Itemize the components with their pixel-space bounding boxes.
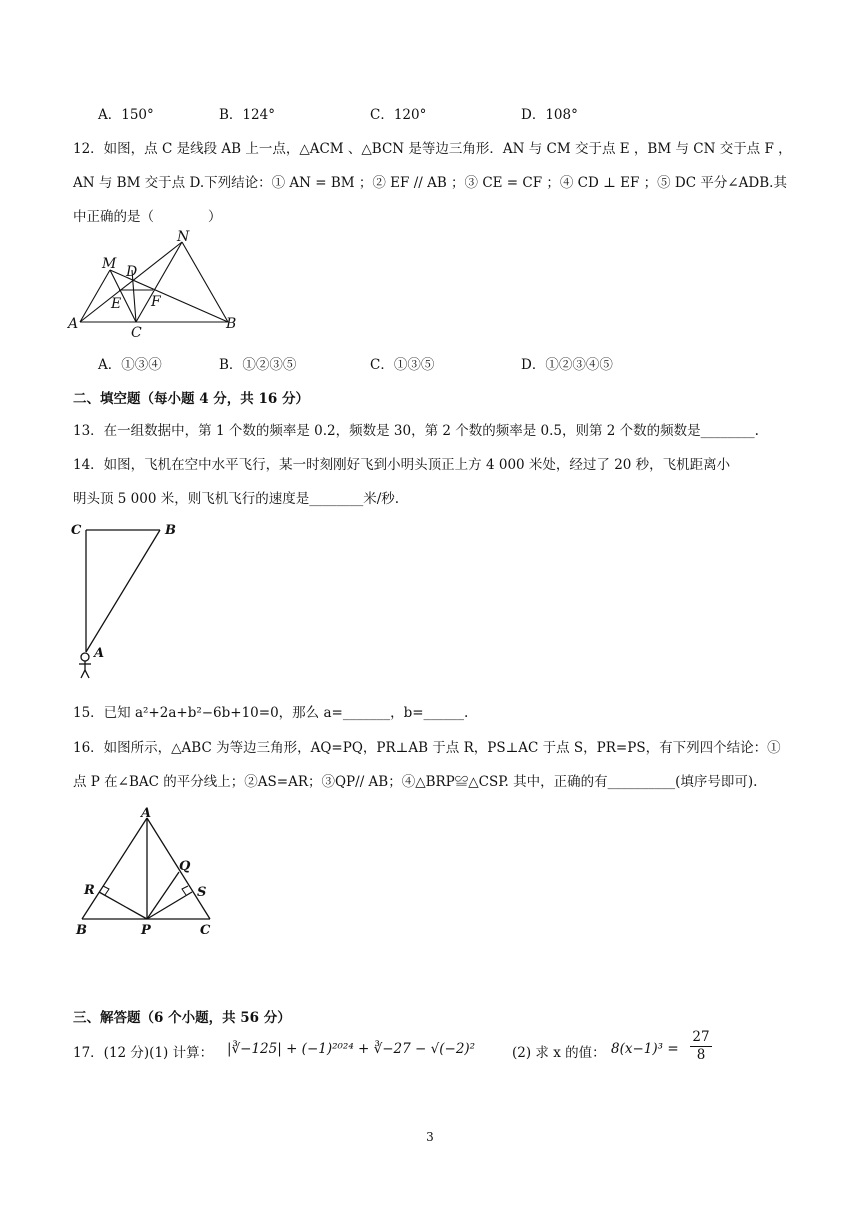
q14-figure: [68, 518, 188, 688]
q17-fraction-denominator: 8: [696, 1047, 706, 1063]
q16-label-b: B: [76, 923, 87, 938]
q14-text-line1: 14．如图，飞机在空中水平飞行，某一时刻刚好飞到小明头顶正上方 4 000 米处，经过了 20 秒，飞机距离小: [73, 457, 731, 473]
q16-segment-ab: [82, 818, 147, 919]
q12-text-line2: AN 与 BM 交于点 D.下列结论：① AN = BM ；② EF // AB ；③ CE = CF ；④ CD ⊥ EF ；⑤ DC 平分∠ADB.其: [73, 175, 787, 191]
q17-fraction-numerator: 27: [692, 1029, 710, 1045]
q12-option-a: A．①③④: [98, 357, 162, 373]
q14-label-c: C: [71, 523, 82, 538]
q15-text: 15．已知 a²+2a+b²−6b+10=0，那么 a=_______，b=______.: [73, 705, 469, 721]
q12-label-m: M: [102, 256, 117, 272]
q12-segment-an: [80, 242, 182, 322]
q16-right-angle-r: [103, 886, 109, 895]
q12-label-d: D: [126, 264, 138, 280]
q14-label-b: B: [165, 523, 176, 538]
q14-text-line2: 明头顶 5 000 米，则飞机飞行的速度是________米/秒.: [73, 491, 400, 507]
q16-label-c: C: [200, 923, 211, 938]
q12-label-n: N: [177, 229, 190, 245]
q12-segment-cn: [136, 242, 182, 322]
section2-title: 二、填空题（每小题 4 分，共 16 分）: [73, 391, 309, 407]
q16-segment-pq: [147, 872, 179, 919]
q12-text-line1: 12．如图，点 C 是线段 AB 上一点，△ACM 、△BCN 是等边三角形．AN 与 CM 交于点 E ，BM 与 CN 交于点 F ，: [73, 141, 792, 157]
q16-label-s: S: [197, 885, 207, 900]
q16-label-p: P: [141, 923, 151, 938]
q12-text-line3: 中正确的是（ ）: [73, 209, 222, 225]
section3-title: 三、解答题（6 个小题，共 56 分）: [73, 1010, 291, 1026]
q11-option-a: A．150°: [98, 107, 154, 123]
q12-label-e: E: [111, 296, 122, 312]
q16-text-line1: 16．如图所示，△ABC 为等边三角形，AQ=PQ，PR⊥AB 于点 R，PS⊥AC 于点 S，PR=PS，有下列四个结论：①: [73, 740, 781, 756]
q12-label-a: A: [68, 316, 79, 332]
q16-label-q: Q: [179, 859, 191, 874]
person-head-icon: [81, 653, 89, 661]
q16-label-a: A: [141, 806, 152, 821]
q14-label-a: A: [94, 646, 105, 661]
q16-figure: [72, 806, 222, 941]
q12-option-b: B．①②③⑤: [219, 357, 297, 373]
q13-text: 13．在一组数据中，第 1 个数的频率是 0.2，频数是 30，第 2 个数的频率是 0.5，则第 2 个数的频数是________.: [73, 423, 759, 439]
q11-option-c: C．120°: [370, 107, 427, 123]
q16-label-r: R: [84, 883, 95, 898]
q17-expression-2-left: 8(x−1)³ =: [611, 1041, 679, 1057]
q16-segment-pr: [99, 892, 147, 919]
q14-segment-ab: [86, 530, 160, 652]
q16-segment-ps: [147, 892, 192, 919]
q16-right-angle-s: [182, 886, 188, 895]
q17-fraction: [690, 1029, 712, 1064]
q17-part2-prefix: (2) 求 x 的值：: [512, 1045, 606, 1061]
q12-label-c: C: [131, 325, 142, 341]
q12-label-f: F: [151, 294, 161, 310]
q12-option-d: D．①②③④⑤: [521, 357, 613, 373]
q12-segment-am: [80, 270, 110, 322]
q12-label-b: B: [226, 316, 237, 332]
q12-option-c: C．①③⑤: [370, 357, 435, 373]
q11-option-b: B．124°: [219, 107, 275, 123]
q11-option-d: D．108°: [521, 107, 578, 123]
q12-figure: [64, 228, 244, 343]
q17-prefix: 17．(12 分)(1) 计算：: [73, 1045, 214, 1061]
q17-expression-1: |∛−125| + (−1)²⁰²⁴ + ∛−27 − √(−2)²: [227, 1041, 476, 1057]
q16-text-line2: 点 P 在∠BAC 的平分线上；②AS=AR；③QP// AB；④△BRP≌△CSP. 其中，正确的有__________(填序号即可).: [73, 774, 758, 790]
page-number: 3: [426, 1130, 434, 1144]
q12-segment-nb: [182, 242, 228, 322]
